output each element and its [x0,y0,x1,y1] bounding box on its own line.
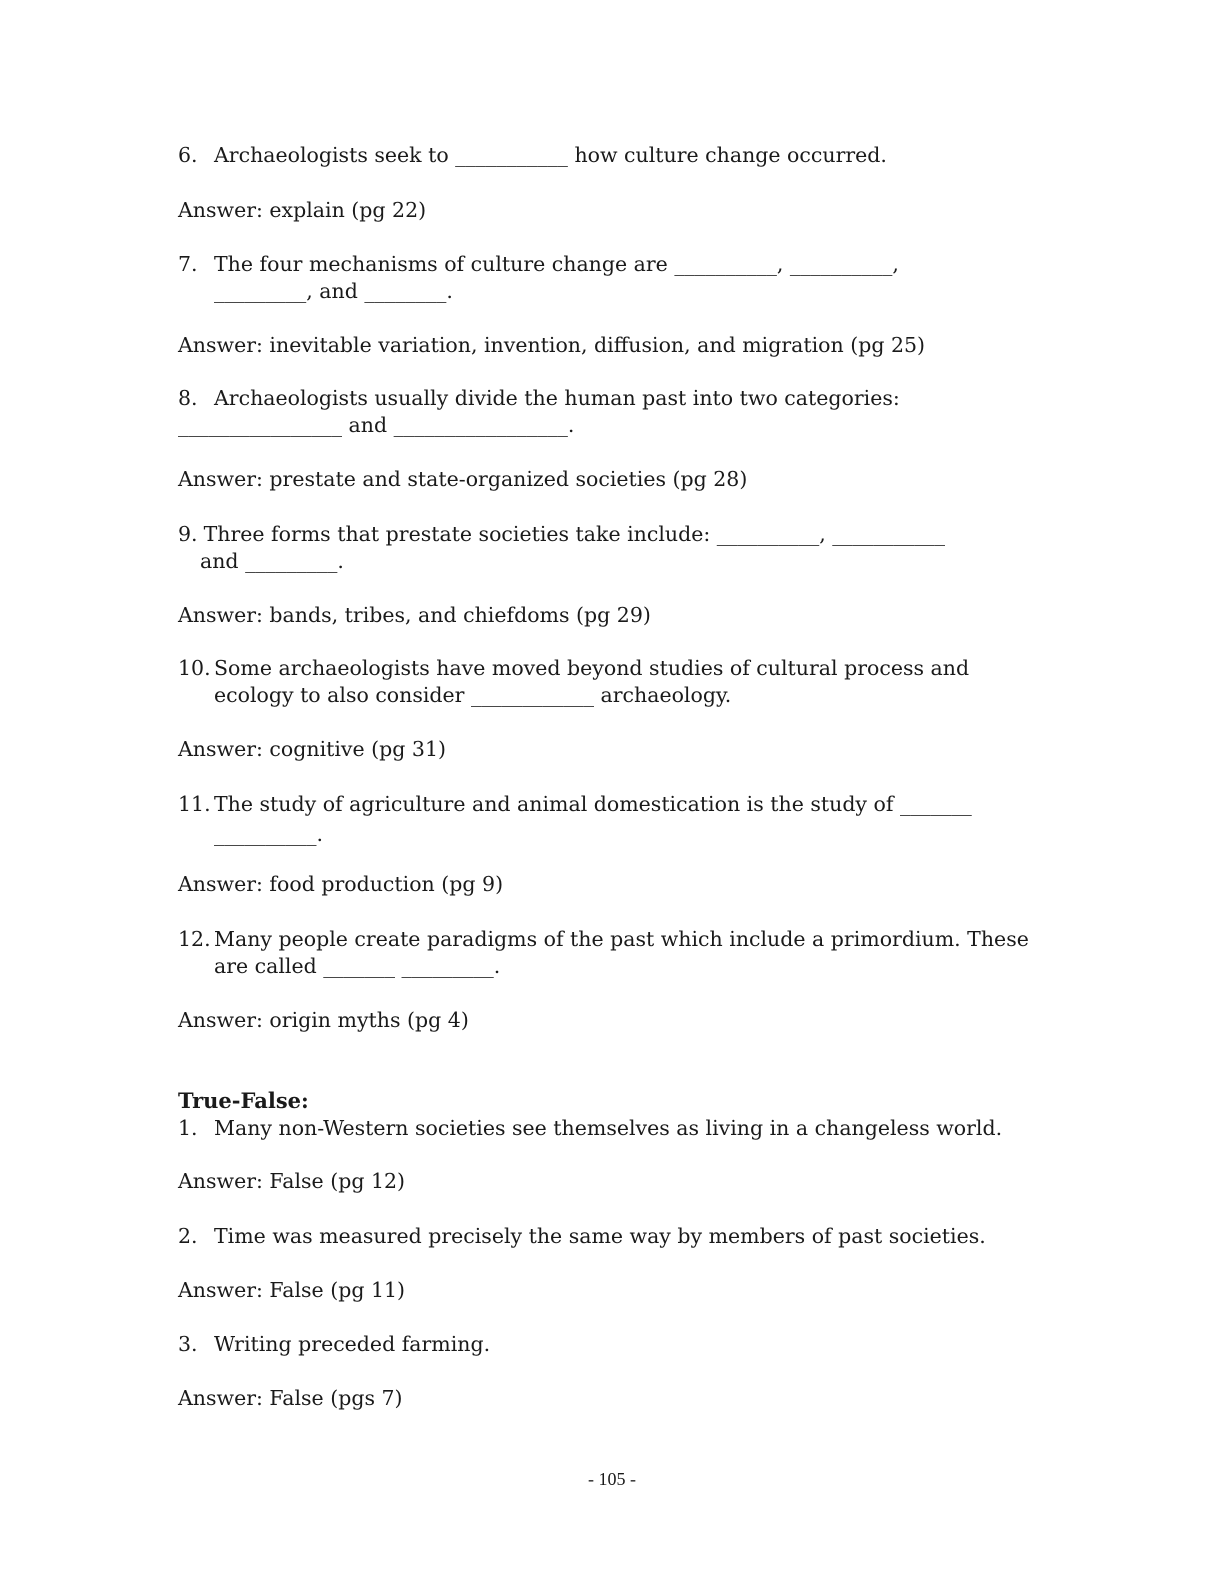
tf-answer-2: Answer: False (pg 11) [178,1278,406,1302]
question-9 [178,521,1058,575]
answer-10: Answer: cognitive (pg 31) [178,737,447,761]
question-8 [178,385,1058,439]
question-number: 6. [178,143,198,167]
question-number: 11. [178,792,211,816]
tf-answer-3: Answer: False (pgs 7) [178,1386,403,1410]
question-number: 2. [178,1224,198,1248]
question-text: Many people create paradigms of the past which include a primordium. These [214,927,1029,951]
question-text: Many non-Western societies see themselves as living in a changeless world. [214,1116,1003,1140]
question-12 [178,926,1058,980]
tf-question-2 [178,1223,1058,1250]
question-number: 7. [178,252,198,276]
answer-6: Answer: explain (pg 22) [178,198,427,222]
question-text: Archaeologists usually divide the human past into two categories: [214,386,900,410]
question-7 [178,251,1058,305]
question-text-continued: ecology to also consider ____________ archaeology. [214,683,732,707]
question-text: Archaeologists seek to ___________ how culture change occurred. [214,143,887,167]
question-text-continued: are called _______ _________. [214,954,501,978]
question-text: Three forms that prestate societies take include: __________, ___________ [203,522,946,546]
question-number: 9. [178,522,198,546]
question-text-continued: __________. [214,822,324,846]
question-number: 3. [178,1332,198,1356]
question-text: The four mechanisms of culture change are __________, __________, [214,252,899,276]
question-number: 8. [178,386,198,410]
answer-8: Answer: prestate and state-organized societies (pg 28) [178,467,748,491]
question-number: 10. [178,656,211,680]
question-text: Time was measured precisely the same way by members of past societies. [214,1224,986,1248]
answer-11: Answer: food production (pg 9) [178,872,504,896]
question-text: Writing preceded farming. [214,1332,491,1356]
tf-answer-1: Answer: False (pg 12) [178,1169,406,1193]
question-text: The study of agriculture and animal domestication is the study of _______ [214,792,972,816]
question-text: Some archaeologists have moved beyond studies of cultural process and [214,656,970,680]
question-6 [178,142,1058,169]
question-11 [178,791,1058,848]
tf-question-3 [178,1331,1058,1358]
section-heading-true-false: True-False: [178,1088,309,1113]
question-number: 12. [178,927,211,951]
question-text-continued: _________, and ________. [214,279,453,303]
question-text-continued: ________________ and _________________. [178,413,575,437]
question-number: 1. [178,1116,198,1140]
answer-9: Answer: bands, tribes, and chiefdoms (pg 29) [178,603,651,627]
question-10 [178,655,1058,709]
tf-question-1 [178,1115,1058,1142]
page-number: - 105 - [588,1469,636,1489]
question-text-continued: and _________. [200,549,344,573]
answer-12: Answer: origin myths (pg 4) [178,1008,469,1032]
answer-7: Answer: inevitable variation, invention, diffusion, and migration (pg 25) [178,333,926,357]
